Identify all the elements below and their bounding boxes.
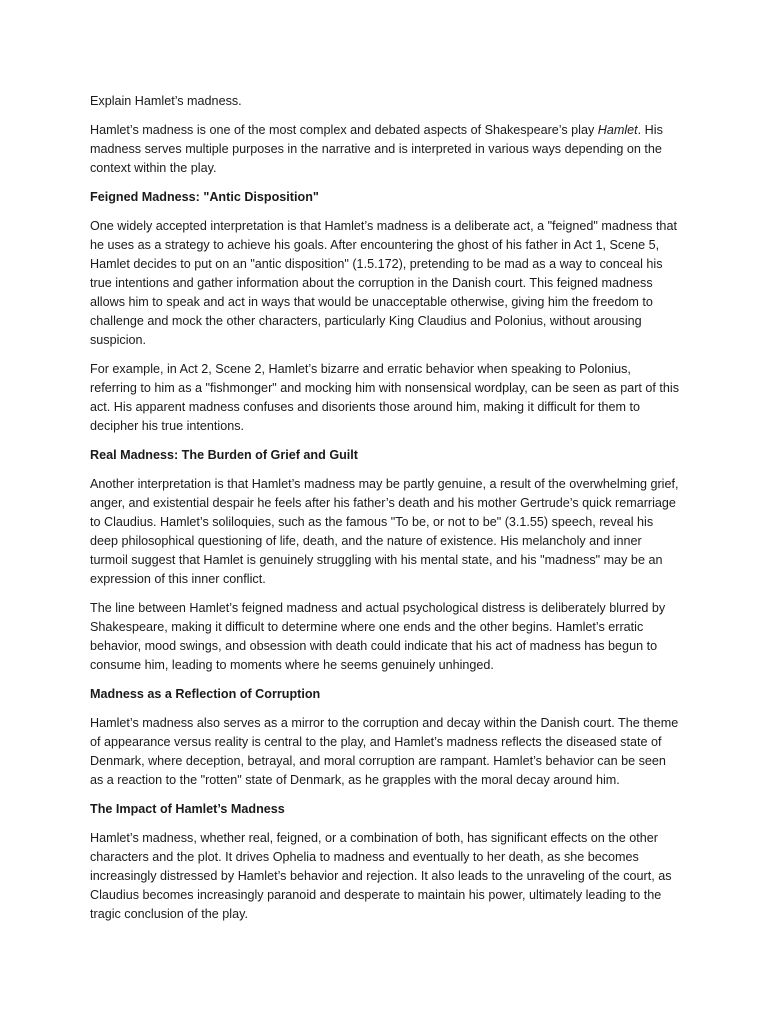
- intro-text-before: Hamlet’s madness is one of the most complex and debated aspects of Shakespeare’s play: [90, 123, 598, 137]
- paragraph-impact-1: Hamlet’s madness, whether real, feigned, or a combination of both, has significant effects on the other characters and the plot. It drives Ophelia to madness and eventually to her death, as she becomes increasingly distressed by Hamlet’s behavior and rejection. It also leads to the unraveling of the court, as Claudius becomes increasingly paranoid and desperate to maintain his power, ultimately leading to the tragic conclusion of the play.: [90, 831, 672, 921]
- intro-paragraph: [90, 121, 680, 178]
- section-heading-impact: The Impact of Hamlet’s Madness: [90, 802, 285, 816]
- section-heading-real-madness: Real Madness: The Burden of Grief and Guilt: [90, 448, 358, 462]
- paragraph-feigned-1: One widely accepted interpretation is that Hamlet’s madness is a deliberate act, a "feigned" madness that he uses as a strategy to achieve his goals. After encountering the ghost of his father in Act 1, Scene 5, Hamlet decides to put on an "antic disposition" (1.5.172), pretending to be mad as a way to conceal his true intentions and gather information about the corruption in the Danish court. This feigned madness allows him to speak and act in ways that would be unacceptable otherwise, giving him the freedom to challenge and mock the other characters, particularly King Claudius and Polonius, without arousing suspicion.: [90, 219, 677, 347]
- paragraph-real-2: The line between Hamlet’s feigned madness and actual psychological distress is deliberately blurred by Shakespeare, making it difficult to determine where one ends and the other begins. Hamlet’s erratic behavior, mood swings, and obsession with death could indicate that his act of madness has begun to consume him, leading to moments where he seems genuinely unhinged.: [90, 601, 666, 672]
- section-heading-corruption: Madness as a Reflection of Corruption: [90, 687, 321, 701]
- paragraph-feigned-2: For example, in Act 2, Scene 2, Hamlet’s bizarre and erratic behavior when speaking to Polonius, referring to him as a "fishmonger" and mocking him with nonsensical wordplay, can be seen as part of this act. His apparent madness confuses and disorients those around him, making it difficult for them to decipher his true intentions.: [90, 362, 680, 433]
- section-heading-feigned-madness: Feigned Madness: "Antic Disposition": [90, 190, 319, 204]
- document-page: [90, 92, 680, 934]
- question-line: Explain Hamlet’s madness.: [90, 94, 242, 108]
- intro-text-after: . His madness serves multiple purposes in the narrative and is interpreted in various ways depending on the context within the play.: [90, 123, 663, 175]
- paragraph-real-1: Another interpretation is that Hamlet’s madness may be partly genuine, a result of the overwhelming grief, anger, and existential despair he feels after his father’s death and his mother Gertrude’s quick remarriage to Claudius. Hamlet’s soliloquies, such as the famous "To be, or not to be" (3.1.55) speech, reveal his deep philosophical questioning of life, death, and the nature of existence. His melancholy and inner turmoil suggest that Hamlet is genuinely struggling with his mental state, and his "madness" may be an expression of this inner conflict.: [90, 477, 679, 586]
- play-title: Hamlet: [597, 123, 638, 137]
- paragraph-corruption-1: Hamlet’s madness also serves as a mirror to the corruption and decay within the Danish court. The theme of appearance versus reality is central to the play, and Hamlet’s madness reflects the diseased state of Denmark, where deception, betrayal, and moral corruption are rampant. Hamlet’s behavior can be seen as a reaction to the "rotten" state of Denmark, as he grapples with the moral decay around him.: [90, 716, 679, 787]
